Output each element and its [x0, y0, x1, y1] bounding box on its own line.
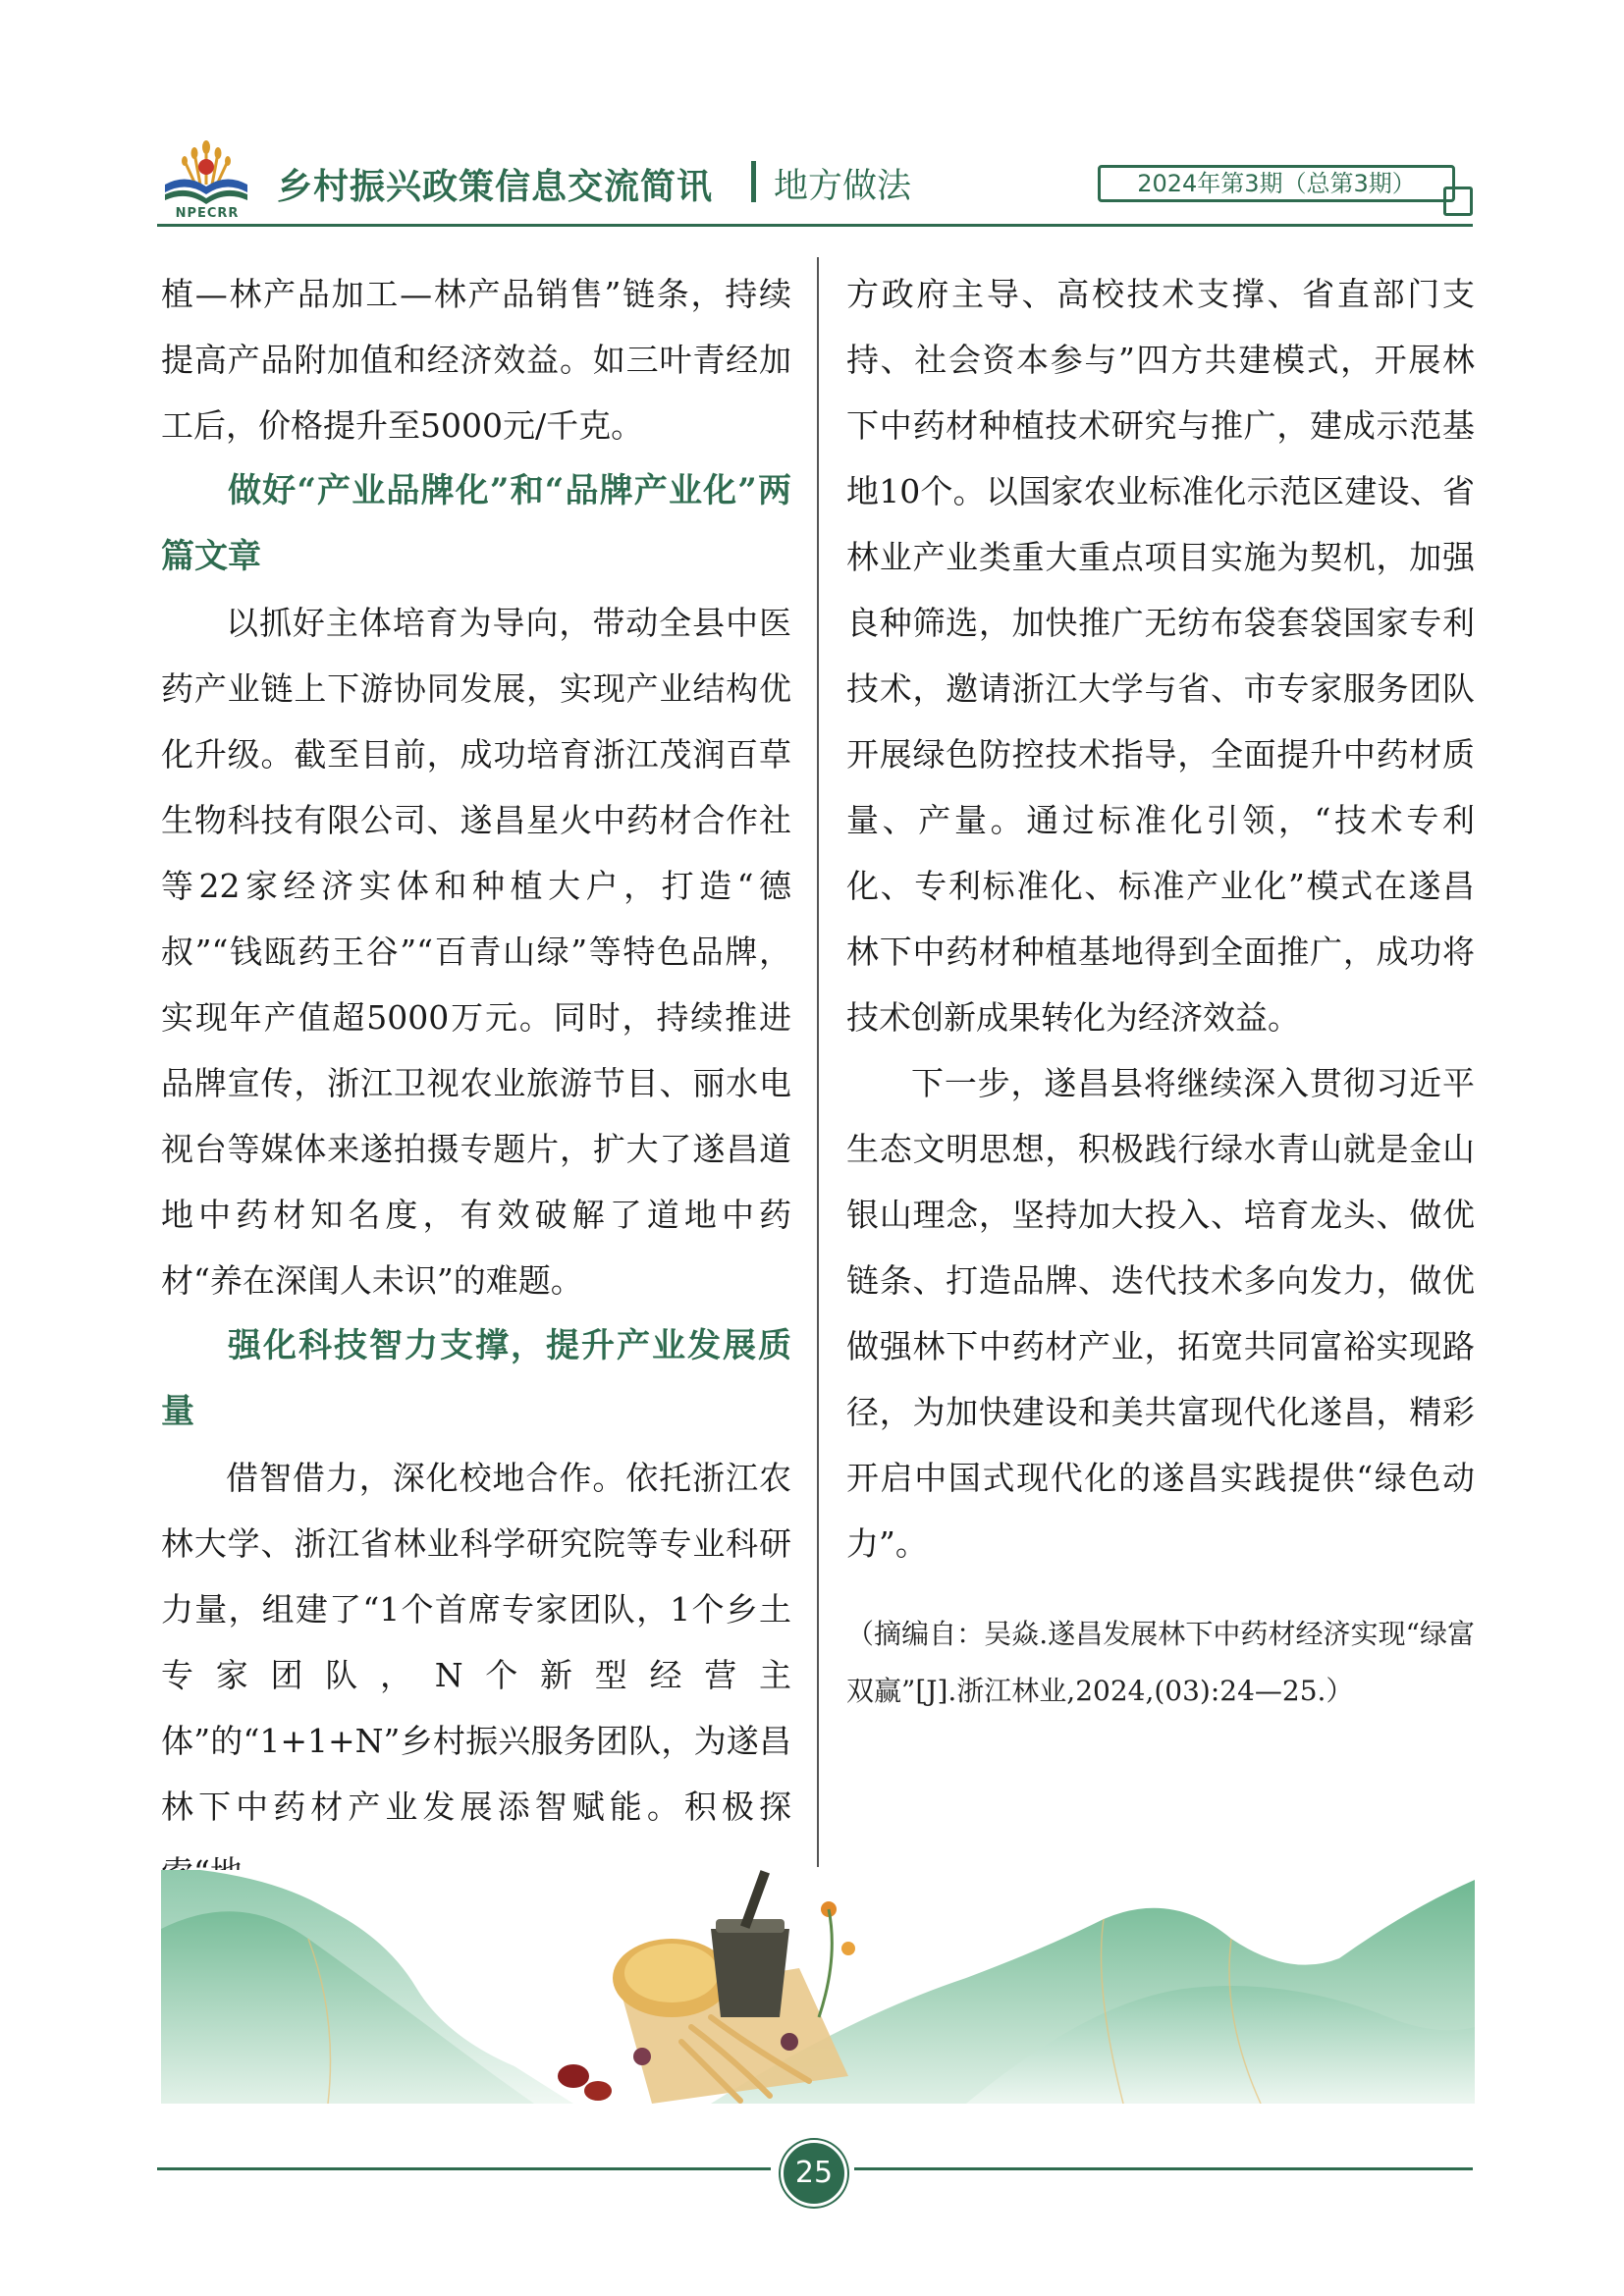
section-heading: 做好“产业品牌化”和“品牌产业化”两篇文章 — [161, 471, 791, 576]
left-column — [161, 261, 791, 1905]
logo-text: NPECRR — [175, 206, 240, 221]
page-header — [157, 137, 1473, 226]
footer-rule-right — [854, 2167, 1473, 2170]
body-paragraph: 植—林产品加工—林产品销售”链条，持续提高产品附加值和经济效益。如三叶青经加工后，价格提升至5000元/千克。 — [161, 275, 791, 445]
column-divider — [817, 257, 819, 1867]
footer-rule-left — [157, 2167, 771, 2170]
body-paragraph: 方政府主导、高校技术支撑、省直部门支持、社会资本参与”四方共建模式，开展林下中药材种植技术研究与推广，建成示范基地10个。以国家农业标准化示范区建设、省林业产业类重大重点项目实施为契机，加强良种筛选，加快推广无纺布袋套袋国家专利技术，邀请浙江大学与省、市专家服务团队开展绿色防控技术指导，全面提升中药材质量、产量。通过标准化引领，“技术专利化、专利标准化、标准产业化”模式在遂昌林下中药材种植基地得到全面推广，成功将技术创新成果转化为经济效益。 — [846, 275, 1475, 1037]
header-rule — [157, 224, 1473, 227]
page-number: 25 — [781, 2140, 847, 2207]
body-paragraph: 借智借力，深化校地合作。依托浙江农林大学、浙江省林业科学研究院等专业科研力量，组建了“1个首席专家团队，1个乡土专家团队，N个新型经营主体”的“1+1+N”乡村振兴服务团队，为遂昌林下中药材产业发展添智赋能。积极探 — [161, 1459, 791, 1826]
publication-title: 乡村振兴政策信息交流简讯 — [277, 167, 714, 207]
body-paragraph: 以抓好主体培育为导向，带动全县中医药产业链上下游协同发展，实现产业结构优化升级。截至目前，成功培育浙江茂润百草生物科技有限公司、遂昌星火中药材合作社等22家经济实体和种植大户，打造“德叔”“钱瓯药王谷”“百青山绿”等特色品牌，实现年产值超5000万元。同时，持续推进品牌宣传，浙江卫视农业旅游节目、丽水电视台等媒体来遂拍摄专题片，扩大了遂昌道地中药材知名度，有效破解了道地中药材“养在深闺人未识”的难题。 — [161, 604, 791, 1300]
body-paragraph: 下一步，遂昌县将继续深入贯彻习近平生态文明思想，积极践行绿水青山就是金山银山理念，坚持加大投入、培育龙头、做优链条、打造品牌、迭代技术多向发力，做优做强林下中药材产业，拓宽共同富裕实现路径，为加快建设和美共富现代化遂昌，精彩开启中国式现代化的遂昌实践提供“绿色动力”。 — [846, 1064, 1475, 1563]
issue-label: 2024年第3期（总第3期） — [1098, 165, 1455, 202]
section-heading: 强化科技智力支撑，提升产业发展质量 — [161, 1326, 791, 1431]
mountains-herbal-medicine-illustration — [161, 1870, 1475, 2104]
right-column — [846, 261, 1475, 1720]
npecrr-logo-icon — [157, 137, 255, 226]
section-name: 地方做法 — [774, 167, 912, 206]
title-separator — [751, 161, 756, 202]
citation: （摘编自：吴焱.遂昌发展林下中药材经济实现“绿富双赢”[J].浙江林业,2024,(03):24—25.） — [846, 1618, 1475, 1707]
